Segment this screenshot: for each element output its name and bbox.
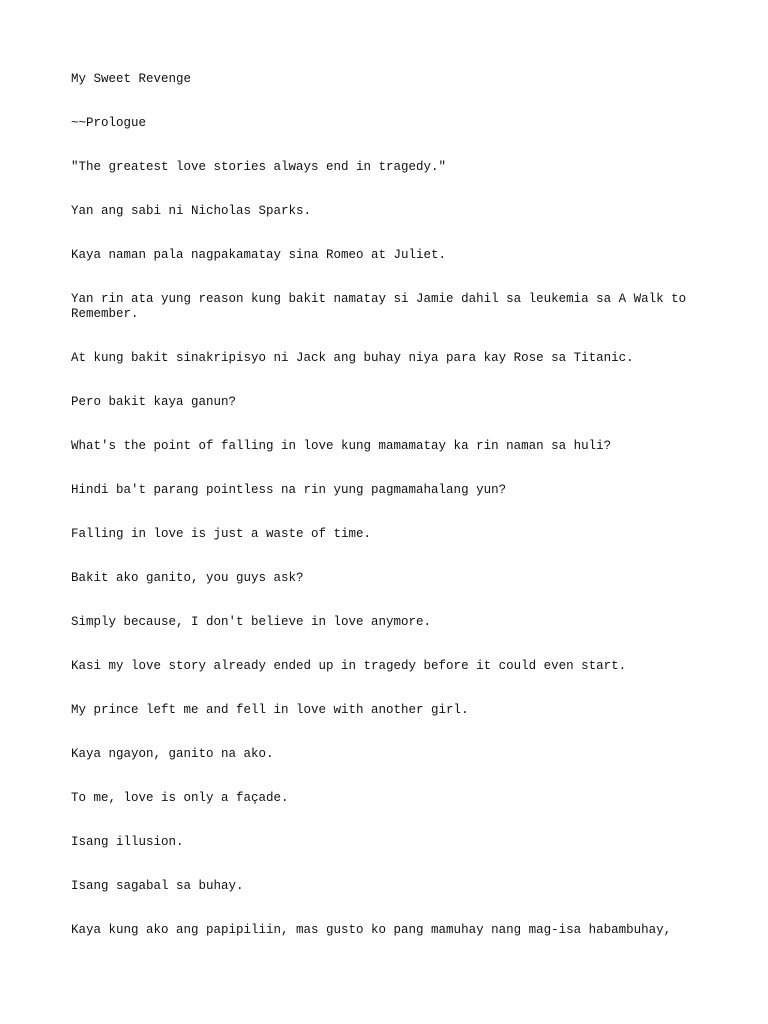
paragraph: Kasi my love story already ended up in tragedy before it could even start. — [71, 659, 627, 673]
paragraph: Yan ang sabi ni Nicholas Sparks. — [71, 204, 312, 218]
paragraph: Hindi ba't parang pointless na rin yung pagmamahalang yun? — [71, 483, 507, 497]
paragraph: Isang illusion. — [71, 835, 184, 849]
paragraph: What's the point of falling in love kung mamamatay ka rin naman sa huli? — [71, 439, 612, 453]
paragraph: "The greatest love stories always end in tragedy." — [71, 160, 447, 174]
paragraph: To me, love is only a façade. — [71, 791, 289, 805]
paragraph: Bakit ako ganito, you guys ask? — [71, 571, 304, 585]
paragraph: At kung bakit sinakripisyo ni Jack ang buhay niya para kay Rose sa Titanic. — [71, 351, 634, 365]
paragraph: Kaya ngayon, ganito na ako. — [71, 747, 274, 761]
paragraph: My prince left me and fell in love with another girl. — [71, 703, 469, 717]
paragraph: Yan rin ata yung reason kung bakit namatay si Jamie dahil sa leukemia sa A Walk to Remember. — [71, 292, 687, 321]
paragraph: Kaya kung ako ang papipiliin, mas gusto ko pang mamuhay nang mag-isa habambuhay, — [71, 923, 672, 937]
paragraph: Pero bakit kaya ganun? — [71, 395, 237, 409]
document-title: My Sweet Revenge — [71, 72, 192, 86]
document-body — [71, 72, 701, 967]
paragraph: Simply because, I don't believe in love anymore. — [71, 615, 432, 629]
paragraph: Falling in love is just a waste of time. — [71, 527, 372, 541]
paragraph: ~~Prologue — [71, 116, 147, 130]
paragraph: Kaya naman pala nagpakamatay sina Romeo at Juliet. — [71, 248, 447, 262]
paragraph: Isang sagabal sa buhay. — [71, 879, 244, 893]
